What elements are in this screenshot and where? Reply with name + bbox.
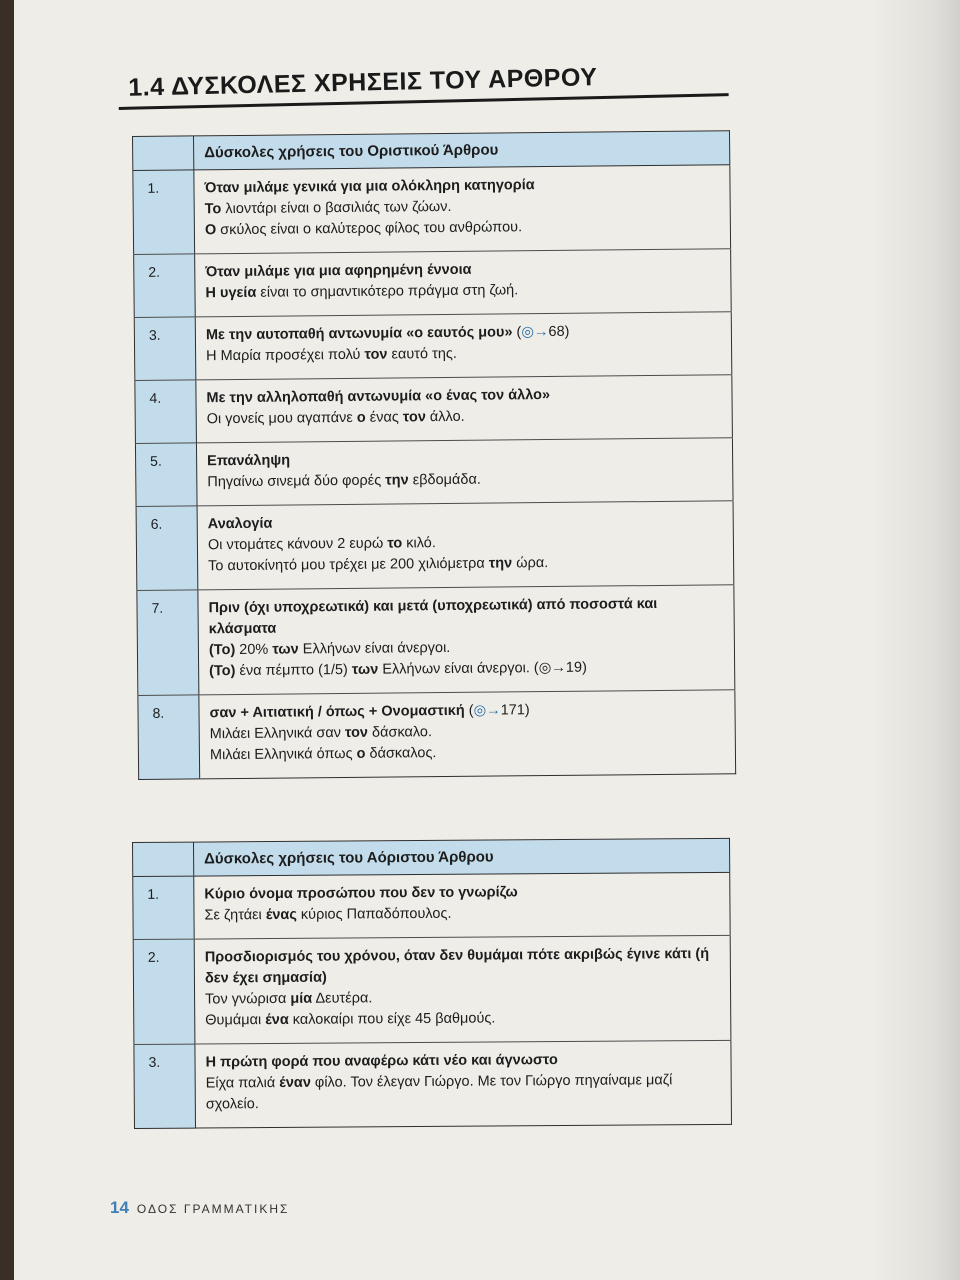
article-highlight: των (351, 661, 379, 678)
example-sentence (209, 656, 724, 682)
table-row (138, 690, 736, 780)
row-content (194, 935, 731, 1044)
article-highlight: Ο (204, 222, 217, 239)
reference-page: 68 (548, 323, 565, 341)
row-number: 5. (135, 443, 197, 507)
row-content (196, 438, 733, 506)
usage-rule-text: σαν + Αιτιατική / όπως + Ονομαστική (209, 702, 465, 722)
example-text: Οι ντομάτες κάνουν 2 ευρώ (207, 535, 388, 554)
example-text: δάσκαλος. (365, 745, 437, 762)
example-text: Δευτέρα. (312, 990, 373, 1007)
book-page (14, 0, 960, 1280)
example-sentence (206, 1070, 721, 1116)
example-sentence (210, 740, 725, 766)
article-highlight: ο (356, 409, 366, 426)
example-text: κύριος Παπαδόπουλος. (296, 905, 452, 923)
eye-arrow-icon: ◎→ (473, 702, 501, 719)
article-highlight: (Το) (209, 663, 236, 680)
page-footer (110, 1198, 289, 1218)
article-highlight: ένας (265, 906, 297, 924)
row-content (197, 501, 734, 590)
indefinite-article-table (132, 838, 732, 1129)
definite-table-title: Δύσκολες χρήσεις του Οριστικού Άρθρου (194, 131, 730, 170)
section-title: 1.4 ΔΥΣΚΟΛΕΣ ΧΡΗΣΕΙΣ ΤΟΥ ΑΡΘΡΟΥ (127, 63, 598, 102)
table-row (137, 585, 735, 696)
article-highlight: τον (402, 409, 426, 426)
example-text: Το αυτοκίνητό μου τρέχει με 200 χιλιόμετρα (208, 555, 489, 575)
example-text: άλλο. (425, 408, 465, 426)
row-number: 4. (135, 380, 197, 444)
article-highlight: ένα (265, 1011, 289, 1029)
example-text: Τον γνώρισα (205, 990, 291, 1008)
table-row (134, 312, 732, 381)
example-text: Η Μαρία προσέχει πολύ (206, 346, 365, 365)
example-sentence (205, 278, 720, 304)
row-content (195, 1040, 732, 1128)
article-highlight: το (387, 535, 403, 552)
table-row (135, 438, 733, 507)
definite-article-table (132, 130, 736, 780)
example-text: λιοντάρι είναι ο βασιλιάς των ζώων. (221, 198, 452, 218)
cross-reference: (◎→68) (512, 323, 570, 341)
eye-arrow-icon: ◎→ (521, 324, 549, 341)
table-row (134, 1040, 732, 1128)
article-highlight: την (488, 555, 513, 572)
table-row (133, 935, 731, 1044)
table-row (133, 165, 731, 255)
example-sentence (208, 551, 723, 577)
example-text: σκύλος είναι ο καλύτερος φίλος του ανθρώπου. (216, 219, 523, 239)
row-number: 2. (134, 254, 196, 318)
example-sentence (204, 902, 719, 927)
indefinite-table-title: Δύσκολες χρήσεις του Αόριστου Άρθρου (194, 838, 730, 876)
usage-rule (208, 593, 723, 640)
definite-table-body (133, 165, 736, 780)
example-text: ένας (365, 409, 403, 426)
row-number: 7. (137, 590, 199, 696)
article-highlight: τον (344, 724, 369, 741)
usage-rule-text: Πριν (όχι υποχρεωτικά) και μετά (υποχρεωτικά) από ποσοστά και κλάσματα (208, 595, 658, 638)
usage-rule-text: Με την αλληλοπαθή αντωνυμία «ο ένας τον άλλο» (206, 387, 551, 407)
number-column-header (133, 842, 194, 876)
reference-page: 19 (565, 659, 583, 676)
table-row (133, 872, 730, 939)
example-text: ένα πέμπτο (1/5) (235, 661, 352, 680)
article-highlight: των (272, 641, 299, 658)
row-number: 1. (133, 876, 194, 939)
row-content (195, 249, 732, 317)
row-content (194, 872, 730, 939)
usage-rule-text: Με την αυτοπαθή αντωνυμία «ο εαυτός μου» (205, 324, 513, 344)
usage-rule (205, 944, 720, 990)
example-text: ώρα. (512, 555, 549, 572)
usage-rule-text: Προσδιορισμός του χρόνου, όταν δεν θυμάμαι πότε ακριβώς έγινε κάτι (ή δεν έχει σημασία) (204, 945, 710, 987)
example-text: Είχα παλιά (205, 1074, 280, 1092)
indefinite-table-body (133, 872, 732, 1128)
example-text: δάσκαλο. (367, 724, 433, 741)
page-number: 14 (110, 1198, 129, 1217)
article-highlight: Το (204, 201, 222, 218)
table-row (136, 501, 734, 591)
usage-rule-text: Επανάληψη (207, 452, 291, 470)
example-text: κιλό. (402, 535, 436, 552)
example-text: Οι γονείς μου αγαπάνε (206, 409, 357, 428)
row-content (198, 585, 735, 695)
section-header (118, 60, 729, 110)
row-number: 3. (134, 317, 196, 381)
example-sentence (206, 341, 721, 367)
usage-rule-text: Η πρώτη φορά που αναφέρω κάτι νέο και άγνωστο (205, 1052, 558, 1071)
indefinite-article-table-wrap (132, 838, 734, 1129)
example-text: είναι το σημαντικότερο πράγμα στη ζωή. (256, 282, 519, 301)
example-text: Πηγαίνω σινεμά δύο φορές (207, 472, 386, 491)
article-highlight: Η υγεία (205, 284, 257, 302)
example-text: Μιλάει Ελληνικά σαν (209, 724, 346, 743)
reference-page: 171 (500, 702, 525, 719)
example-text: εβδομάδα. (408, 471, 481, 489)
article-highlight: μία (290, 990, 313, 1007)
table-row (135, 375, 733, 444)
example-sentence (207, 467, 722, 493)
example-text: καλοκαίρι που είχε 45 βαθμούς. (288, 1010, 496, 1028)
example-text: Σε ζητάει (204, 907, 266, 924)
cross-reference: (◎→171) (464, 702, 530, 719)
usage-rule-text: Κύριο όνομα προσώπου που δεν το γνωρίζω (204, 884, 518, 903)
row-content (194, 165, 731, 254)
example-text: Θυμάμαι (205, 1012, 266, 1029)
row-number: 8. (138, 695, 200, 780)
book-title: ΟΔΟΣ ΓΡΑΜΜΑΤΙΚΗΣ (136, 1202, 290, 1216)
eye-arrow-icon: ◎→ (538, 659, 566, 677)
example-text: Μιλάει Ελληνικά όπως (209, 745, 357, 764)
row-number: 3. (134, 1044, 196, 1128)
page-gutter-shadow (870, 0, 960, 1280)
example-text: φίλο. Τον έλεγαν Γιώργο. Με τον Γιώργο πηγαίναμε μαζί σχολείο. (205, 1072, 673, 1113)
article-highlight: (Το) (208, 642, 236, 659)
article-highlight: την (385, 472, 409, 489)
row-number: 2. (133, 939, 195, 1044)
usage-rule-text: Αναλογία (207, 515, 273, 533)
row-number: 1. (133, 170, 195, 255)
example-sentence (205, 215, 720, 241)
usage-rule-text: Όταν μιλάμε για μια αφηρημένη έννοια (205, 261, 472, 281)
example-text: 20% (235, 641, 273, 659)
row-content (196, 375, 733, 443)
example-sentence (207, 404, 722, 430)
example-text: Ελλήνων είναι άνεργοι. (378, 660, 534, 678)
definite-article-table-wrap (132, 130, 738, 780)
example-sentence (205, 1007, 720, 1032)
reference-paren: ( (533, 660, 539, 677)
article-highlight: έναν (279, 1074, 311, 1091)
number-column-header (133, 136, 194, 171)
table-row (134, 249, 732, 318)
article-highlight: τον (364, 346, 388, 363)
example-text: Ελλήνων είναι άνεργοι. (298, 639, 451, 658)
reference-paren: ) (581, 659, 587, 676)
article-highlight: ο (356, 745, 366, 762)
example-text: εαυτό της. (387, 345, 457, 363)
row-number: 6. (136, 506, 198, 591)
usage-rule-text: Όταν μιλάμε γενικά για μια ολόκληρη κατηγορία (204, 177, 535, 197)
row-content (199, 690, 736, 779)
row-content (195, 312, 732, 380)
